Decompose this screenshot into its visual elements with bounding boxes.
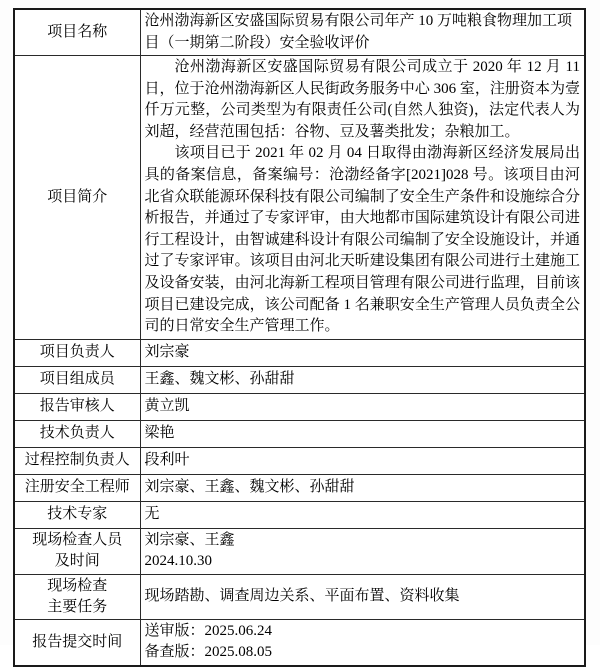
- table-row-site-inspection-tasks: [14, 574, 585, 619]
- label-line-2: 及时间: [54, 553, 100, 570]
- row-label-technical-expert: 技术专家: [14, 501, 140, 528]
- row-value-registered-safety-engineer: 刘宗豪、王鑫、魏文彬、孙甜甜: [140, 474, 585, 501]
- row-label-site-inspection-personnel: [14, 528, 140, 574]
- row-label-process-control-leader: 过程控制负责人: [14, 447, 140, 474]
- label-line-1: 现场检查: [47, 577, 108, 594]
- inspection-date: 2024.10.30: [144, 553, 212, 570]
- submission-review-version: 送审版：2025.06.24: [144, 622, 273, 639]
- table-row-process-control-leader: [14, 447, 585, 474]
- row-value-technical-leader: 梁艳: [140, 420, 585, 447]
- row-label-site-inspection-tasks: [14, 574, 140, 619]
- table-row-technical-expert: [14, 501, 585, 528]
- table-row-team-members: [14, 366, 585, 393]
- table-row-report-reviewer: [14, 393, 585, 420]
- row-value-site-inspection-tasks: 现场踏勘、调查周边关系、平面布置、资料收集: [140, 574, 585, 619]
- table-row-site-inspection-personnel: [14, 528, 585, 574]
- label-line-2: 主要任务: [47, 598, 108, 615]
- table-row-registered-safety-engineer: [14, 474, 585, 501]
- table-row-report-submission-time: [14, 619, 585, 666]
- row-value-technical-expert: 无: [140, 501, 585, 528]
- table-row-technical-leader: [14, 420, 585, 447]
- row-label-team-members: 项目组成员: [14, 366, 140, 393]
- label-line-1: 现场检查人员: [32, 532, 123, 549]
- intro-paragraph-2: 该项目已于 2021 年 02 月 04 日取得由渤海新区经济发展局出具的备案信息，备案编号：沧渤经备字[2021]028 号。该项目由河北省众联能源环保科技有限公司编制了安全生产条件和设施综合分析报告，并通过了专家评审，由大地都市国际建筑设计有限公司进行工程设计，由智诚建科设计有限公司编制了安全设施设计，并通过了专家评审。该项目由河北天昕建设集团有限公司进行土建施工及设备安装，由河北海新工程项目管理有限公司进行监理，目前该项目已建设完成，该公司配备 1 名兼职安全生产管理人员负责全公司的日常安全生产管理工作。: [144, 145, 580, 335]
- row-label-report-reviewer: 报告审核人: [14, 393, 140, 420]
- row-label-technical-leader: 技术负责人: [14, 420, 140, 447]
- project-info-table: [13, 8, 586, 667]
- row-value-report-reviewer: 黄立凯: [140, 393, 585, 420]
- row-value-project-intro: [140, 56, 585, 340]
- row-label-report-submission-time: 报告提交时间: [14, 619, 140, 666]
- table-row-project-name: [14, 9, 585, 56]
- row-value-process-control-leader: 段利叶: [140, 447, 585, 474]
- row-value-site-inspection-personnel: [140, 528, 585, 574]
- row-value-report-submission-time: [140, 619, 585, 666]
- row-label-registered-safety-engineer: 注册安全工程师: [14, 474, 140, 501]
- row-label-project-leader: 项目负责人: [14, 339, 140, 366]
- row-value-project-leader: 刘宗豪: [140, 339, 585, 366]
- table-row-project-intro: [14, 56, 585, 340]
- row-value-team-members: 王鑫、魏文彬、孙甜甜: [140, 366, 585, 393]
- row-label-project-intro: 项目简介: [14, 56, 140, 340]
- inspectors-names: 刘宗豪、王鑫: [144, 531, 235, 548]
- intro-paragraph-1: 沧州渤海新区安盛国际贸易有限公司成立于 2020 年 12 月 11 日，位于沧州渤海新区人民街政务服务中心 306 室，注册资本为壹仟万元整，公司类型为有限责任公司(自然人独资)，法定代表人为刘超，经营范围包括：谷物、豆及薯类批发；杂粮加工。: [144, 59, 580, 140]
- submission-record-version: 备查版：2025.08.05: [144, 644, 273, 661]
- table-row-project-leader: [14, 339, 585, 366]
- row-value-project-name: 沧州渤海新区安盛国际贸易有限公司年产 10 万吨粮食物理加工项目（一期第二阶段）安全验收评价: [140, 9, 585, 56]
- row-label-project-name: 项目名称: [14, 9, 140, 56]
